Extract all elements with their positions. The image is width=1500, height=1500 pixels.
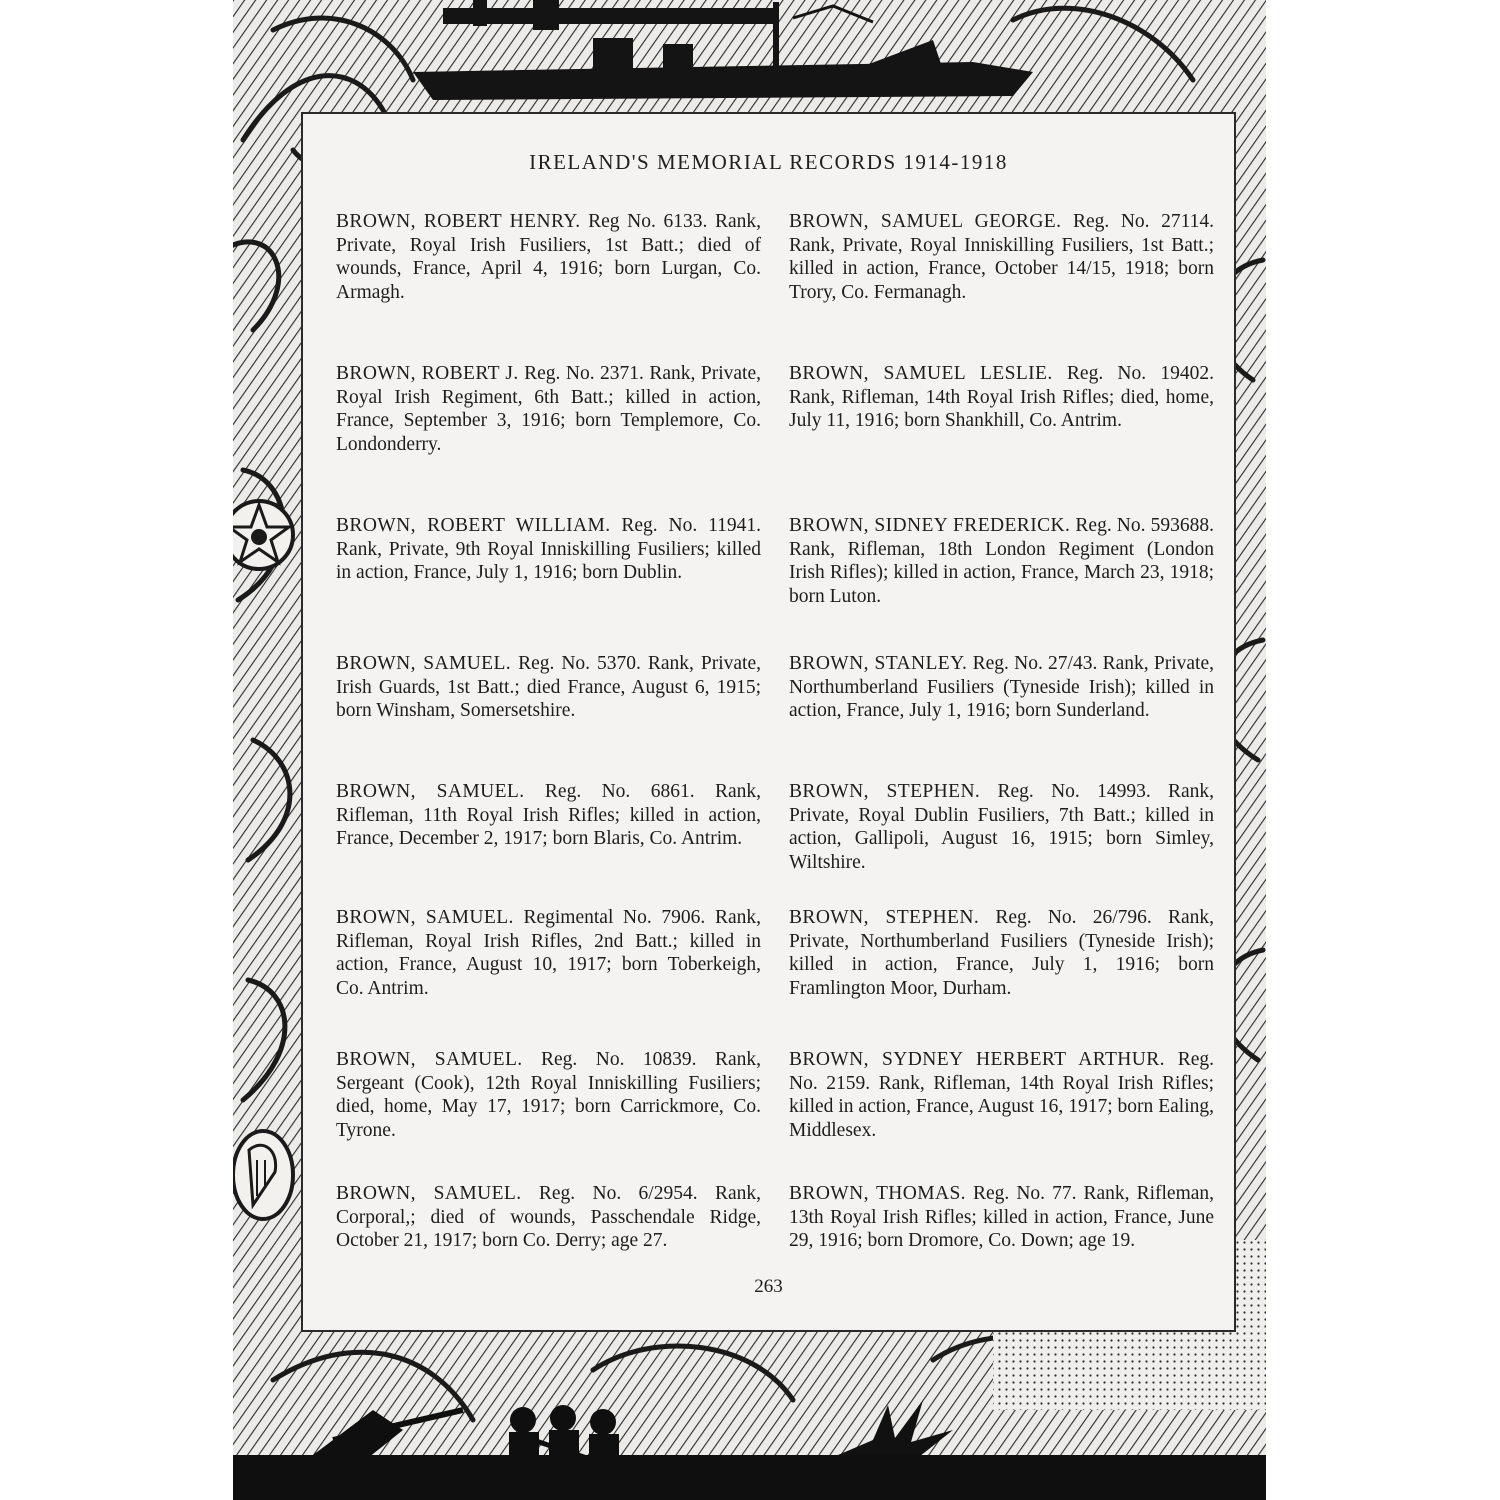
record-entry: BROWN, SIDNEY FREDERICK. Reg. No. 593688. Rank, Rifleman, 18th London Regiment (London Irish Rifles); killed in action, France, March 23, 1918; born Luton. (789, 515, 1214, 607)
record-entry: BROWN, SAMUEL. Regimental No. 7906. Rank, Rifleman, Royal Irish Rifles, 2nd Batt.; killed in action, France, August 10, 1917; born Toberkeigh, Co. Antrim. (336, 907, 762, 999)
page-number: 263 (754, 1276, 783, 1297)
record-entry: BROWN, STEPHEN. Reg. No. 14993. Rank, Private, Royal Dublin Fusiliers, 7th Batt.; killed in action, Gallipoli, August 16, 1915; born Simley, Wiltshire. (789, 781, 1215, 873)
record-entry: BROWN, ROBERT HENRY. Reg No. 6133. Rank, Private, Royal Irish Fusiliers, 1st Batt.; died of wounds, France, April 4, 1916; born Lurgan, Co. Armagh. (336, 211, 761, 303)
record-entry: BROWN, THOMAS. Reg. No. 77. Rank, Rifleman, 13th Royal Irish Rifles; killed in action, France, June 29, 1916; born Dromore, Co. Down; age 19. (789, 1183, 1215, 1251)
record-entry: BROWN, STEPHEN. Reg. No. 26/796. Rank, Private, Northumberland Fusiliers (Tyneside Irish); killed in action, France, July 1, 1916; born Framlington Moor, Durham. (789, 907, 1215, 999)
record-entry: BROWN, SAMUEL. Reg. No. 6861. Rank, Rifleman, 11th Royal Irish Rifles; killed in action, France, December 2, 1917; born Blaris, Co. Antrim. (336, 781, 762, 849)
record-entry: BROWN, ROBERT WILLIAM. Reg. No. 11941. Rank, Private, 9th Royal Inniskilling Fusiliers; killed in action, France, July 1, 1916; born Dublin. (336, 515, 761, 583)
record-entry: BROWN, SAMUEL LESLIE. Reg. No. 19402. Rank, Rifleman, 14th Royal Irish Rifles; died, home, July 11, 1916; born Shankhill, Co. Antrim. (789, 363, 1215, 431)
record-entry: BROWN, STANLEY. Reg. No. 27/43. Rank, Private, Northumberland Fusiliers (Tyneside Irish); killed in action, France, July 1, 1916; born Sunderland. (789, 653, 1214, 721)
records-panel (301, 112, 1236, 1332)
page-title: IRELAND'S MEMORIAL RECORDS 1914-1918 (529, 150, 1008, 174)
record-entry: BROWN, ROBERT J. Reg. No. 2371. Rank, Private, Royal Irish Regiment, 6th Batt.; killed in action, France, September 3, 1916; born Templemore, Co. Londonderry. (336, 363, 761, 455)
record-entry: BROWN, SYDNEY HERBERT ARTHUR. Reg. No. 2159. Rank, Rifleman, 14th Royal Irish Rifles; killed in action, France, August 16, 1917; born Ealing, Middlesex. (789, 1049, 1215, 1141)
harp-badge-icon (233, 1131, 293, 1219)
regimental-badge-star-icon (233, 501, 293, 569)
record-entry: BROWN, SAMUEL GEORGE. Reg. No. 27114. Rank, Private, Royal Inniskilling Fusiliers, 1st Batt.; killed in action, France, October 14/15, 1918; born Trory, Co. Fermanagh. (789, 211, 1214, 303)
record-entry: BROWN, SAMUEL. Reg. No. 10839. Rank, Sergeant (Cook), 12th Royal Inniskilling Fusiliers; died, home, May 17, 1917; born Carrickmore, Co. Tyrone. (336, 1049, 762, 1141)
memorial-page (233, 0, 1266, 1500)
record-entry: BROWN, SAMUEL. Reg. No. 5370. Rank, Private, Irish Guards, 1st Batt.; died France, August 6, 1915; born Winsham, Somersetshire. (336, 653, 762, 721)
record-entry: BROWN, SAMUEL. Reg. No. 6/2954. Rank, Corporal,; died of wounds, Passchendale Ridge, October 21, 1917; born Co. Derry; age 27. (336, 1183, 762, 1251)
